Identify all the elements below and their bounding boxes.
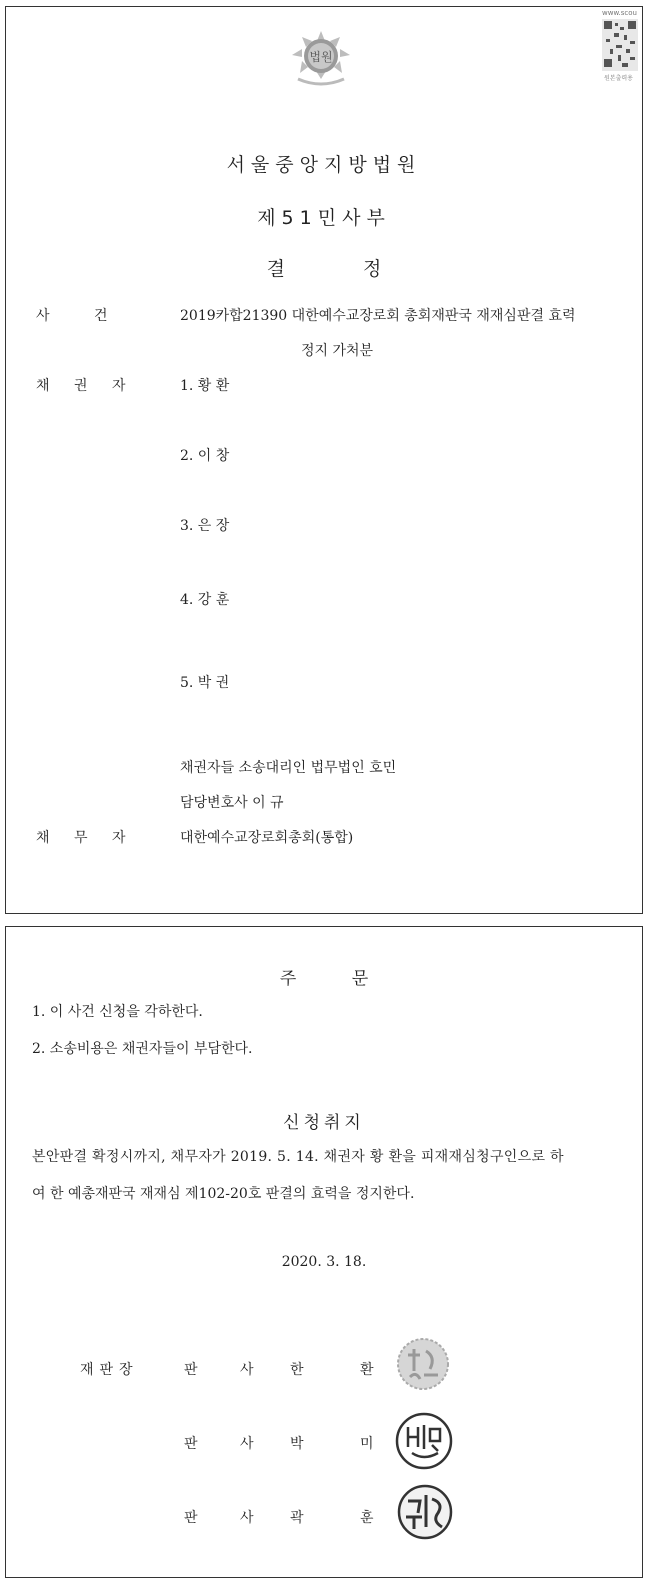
court-emblem-icon — [284, 27, 358, 89]
court-name: 서울중앙지방법원 — [226, 154, 422, 176]
creditors-counsel: 채권자들 소송대리인 법무법인 호민 — [180, 760, 397, 776]
debtor-name: 대한예수교장로회총회(통합) — [180, 830, 354, 846]
creditor-item: 2. 이 창 — [180, 448, 230, 464]
case-line-1: 2019카합21390 대한예수교장로회 총회재판국 재재심판결 효력 — [180, 308, 576, 324]
qr-caption: 원본출력용 — [604, 75, 633, 82]
judge-given-name: 훈 — [360, 1510, 374, 1526]
order-item: 1. 이 사건 신청을 각하한다. — [32, 1004, 203, 1020]
qr-code-icon — [602, 19, 638, 71]
judge-surname: 박 — [290, 1436, 304, 1452]
judge-surname: 곽 — [290, 1510, 304, 1526]
case-label: 사 건 — [36, 308, 108, 324]
qr-url-text: www.scou — [602, 9, 637, 17]
judge-title: 판 사 — [184, 1436, 254, 1452]
document-page-2 — [5, 926, 643, 1578]
creditor-item: 1. 황 환 — [180, 378, 230, 394]
creditor-item: 5. 박 권 — [180, 675, 230, 691]
judge-given-name: 환 — [360, 1362, 374, 1378]
creditor-item: 4. 강 훈 — [180, 592, 230, 608]
petition-line-1: 본안판결 확정시까지, 채무자가 2019. 5. 14. 채권자 황 환을 피재재심청구인으로 하 — [32, 1149, 564, 1165]
creditors-label: 채 권 자 — [36, 378, 126, 394]
judge-seal-3-icon — [396, 1483, 454, 1541]
petition-line-2: 여 한 예총재판국 재재심 제102-20호 판결의 효력을 정지한다. — [32, 1186, 415, 1202]
document-page-1 — [5, 6, 643, 914]
debtor-label: 채 무 자 — [36, 830, 126, 846]
creditor-item: 3. 은 장 — [180, 518, 230, 534]
order-title: 주 문 — [279, 969, 369, 989]
petition-title: 신청취지 — [283, 1113, 365, 1133]
judge-seal-2-icon — [394, 1411, 454, 1471]
order-item: 2. 소송비용은 채권자들이 부담한다. — [32, 1041, 253, 1057]
division-name: 제51민사부 — [257, 207, 391, 229]
decision-date: 2020. 3. 18. — [281, 1254, 367, 1270]
judge-given-name: 미 — [360, 1436, 374, 1452]
creditors-attorney: 담당변호사 이 규 — [180, 795, 284, 811]
document-title: 결 정 — [266, 258, 382, 280]
svg-text:법원: 법원 — [309, 50, 333, 64]
judge-seal-1-icon — [394, 1335, 452, 1393]
presiding-judge-label: 재판장 — [80, 1362, 139, 1378]
judge-title: 판 사 — [184, 1510, 254, 1526]
judge-title: 판 사 — [184, 1362, 254, 1378]
judge-surname: 한 — [290, 1362, 304, 1378]
case-line-2: 정지 가처분 — [301, 343, 374, 359]
